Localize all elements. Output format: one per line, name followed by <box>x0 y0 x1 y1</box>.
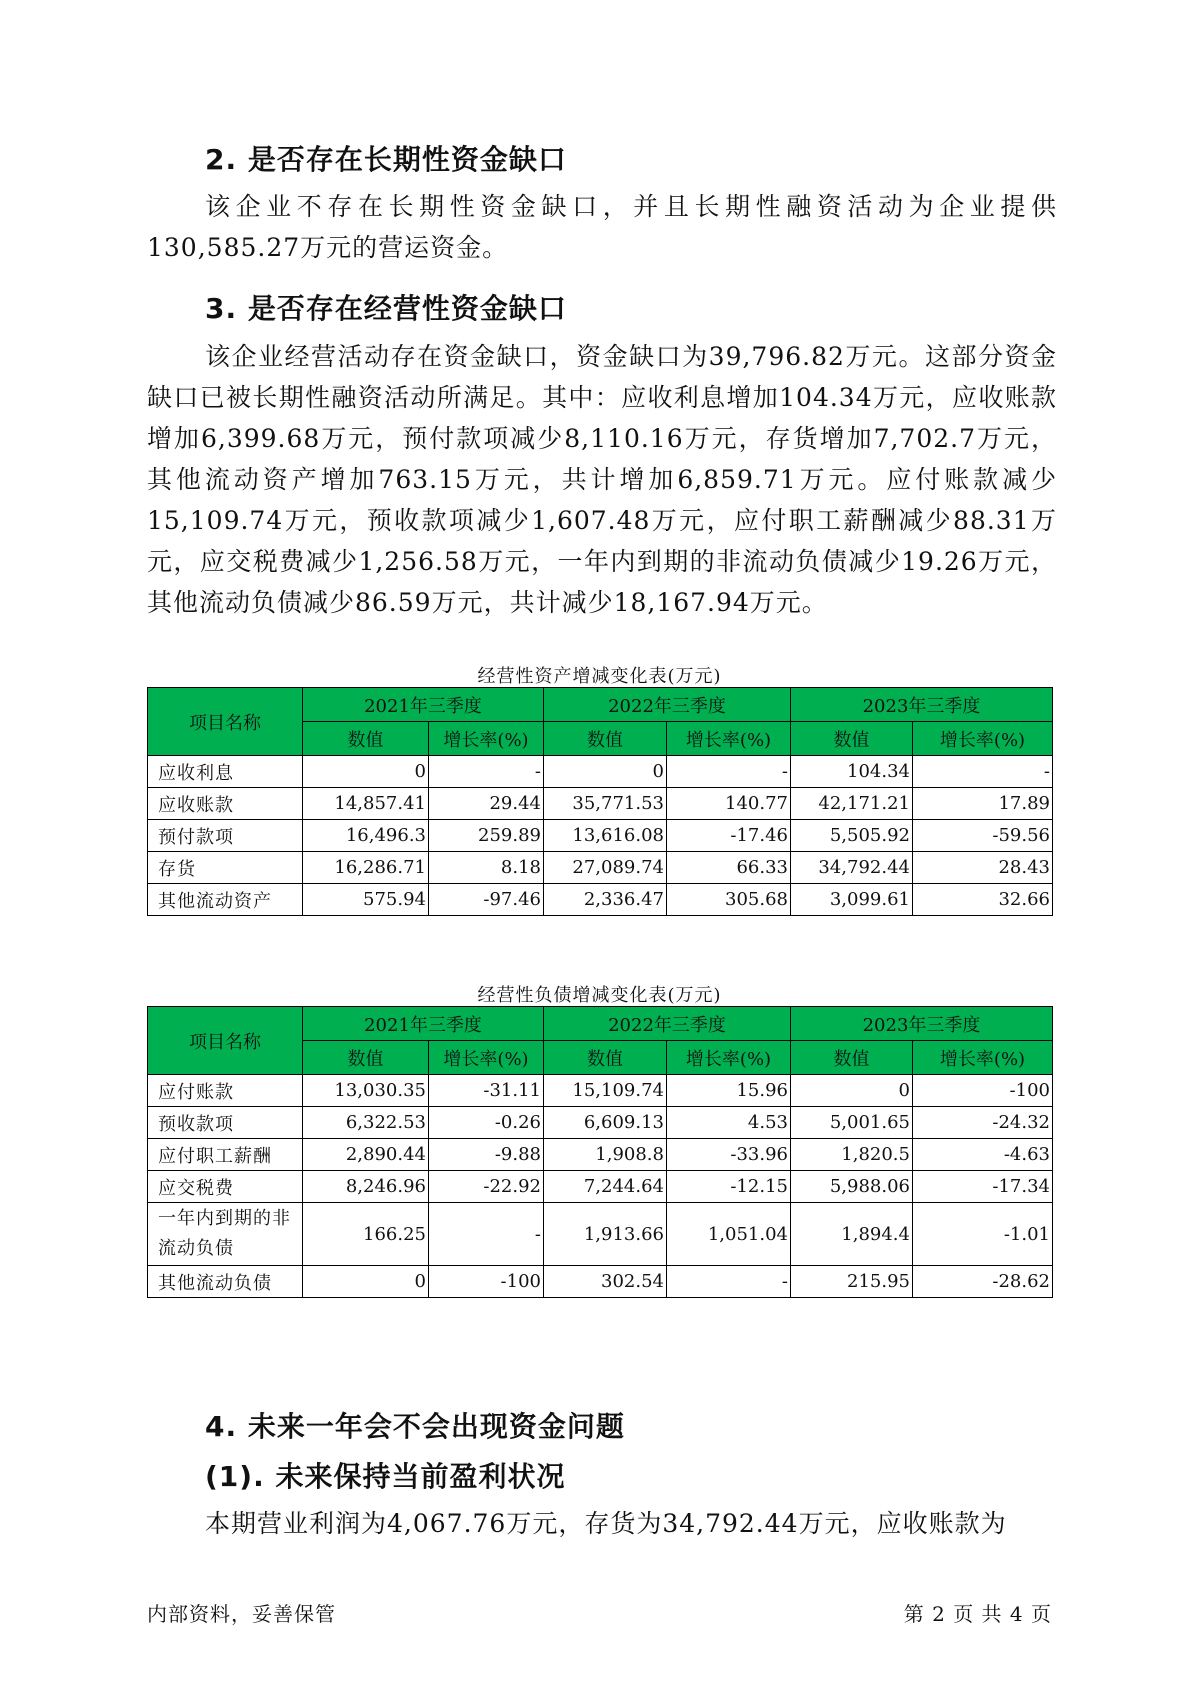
table-cell: 8,246.96 <box>303 1171 429 1203</box>
table-row <box>148 1203 1053 1266</box>
table-cell: 0 <box>303 1266 429 1298</box>
table-cell: 35,771.53 <box>544 788 667 820</box>
table-cell: -17.46 <box>667 820 791 852</box>
table-cell: -12.15 <box>667 1171 791 1203</box>
assets-table <box>147 687 1053 916</box>
table-cell: 6,322.53 <box>303 1107 429 1139</box>
table-cell: 66.33 <box>667 852 791 884</box>
table-cell: 5,988.06 <box>791 1171 913 1203</box>
row-label: 预付款项 <box>148 820 303 852</box>
table-cell: 6,609.13 <box>544 1107 667 1139</box>
table-row <box>148 756 1053 788</box>
table-cell: 4.53 <box>667 1107 791 1139</box>
table-cell: - <box>667 1266 791 1298</box>
table-cell: 259.89 <box>429 820 544 852</box>
table-cell: - <box>429 756 544 788</box>
table-row <box>148 884 1053 916</box>
row-label: 存货 <box>148 852 303 884</box>
footer-confidential-note: 内部资料，妥善保管 <box>147 1602 336 1626</box>
table-cell: 166.25 <box>303 1203 429 1266</box>
footer-page-number: 第 2 页 共 4 页 <box>903 1602 1052 1626</box>
table-cell: 42,171.21 <box>791 788 913 820</box>
section-4-1-body: 本期营业利润为4,067.76万元，存货为34,792.44万元，应收账款为 <box>205 1509 1007 1538</box>
table-cell: 0 <box>544 756 667 788</box>
table-cell: -59.56 <box>913 820 1053 852</box>
header-2023: 2023年三季度 <box>791 688 1053 722</box>
table-cell: -28.62 <box>913 1266 1053 1298</box>
header-growth: 增长率(%) <box>913 1041 1053 1075</box>
section-2-heading: 2. 是否存在长期性资金缺口 <box>205 143 567 176</box>
table-cell: -22.92 <box>429 1171 544 1203</box>
table-cell: 29.44 <box>429 788 544 820</box>
table-cell: 3,099.61 <box>791 884 913 916</box>
row-label: 其他流动负债 <box>148 1266 303 1298</box>
table-cell: 1,894.4 <box>791 1203 913 1266</box>
assets-table-caption: 经营性资产增减变化表(万元) <box>477 666 722 687</box>
row-label: 应付账款 <box>148 1075 303 1107</box>
table-cell: 2,890.44 <box>303 1139 429 1171</box>
table-cell: 27,089.74 <box>544 852 667 884</box>
table-cell: 1,051.04 <box>667 1203 791 1266</box>
table-cell: -1.01 <box>913 1203 1053 1266</box>
table-cell: 14,857.41 <box>303 788 429 820</box>
header-value: 数值 <box>544 1041 667 1075</box>
row-label: 应收账款 <box>148 788 303 820</box>
header-2023: 2023年三季度 <box>791 1007 1053 1041</box>
table-row <box>148 1107 1053 1139</box>
row-label: 应交税费 <box>148 1171 303 1203</box>
table-cell: -97.46 <box>429 884 544 916</box>
row-label: 应收利息 <box>148 756 303 788</box>
header-value: 数值 <box>303 1041 429 1075</box>
table-cell: 15,109.74 <box>544 1075 667 1107</box>
table-cell: -9.88 <box>429 1139 544 1171</box>
table-cell: -33.96 <box>667 1139 791 1171</box>
header-value: 数值 <box>791 1041 913 1075</box>
table-cell: 5,505.92 <box>791 820 913 852</box>
header-value: 数值 <box>303 722 429 756</box>
row-label: 其他流动资产 <box>148 884 303 916</box>
table-cell: -4.63 <box>913 1139 1053 1171</box>
table-row <box>148 1266 1053 1298</box>
table-cell: -100 <box>429 1266 544 1298</box>
row-label: 应付职工薪酬 <box>148 1139 303 1171</box>
section-4-1-heading: (1). 未来保持当前盈利状况 <box>205 1460 566 1493</box>
table-cell: 28.43 <box>913 852 1053 884</box>
table-cell: 0 <box>791 1075 913 1107</box>
table-cell: 215.95 <box>791 1266 913 1298</box>
header-value: 数值 <box>791 722 913 756</box>
table-cell: -0.26 <box>429 1107 544 1139</box>
table-cell: 0 <box>303 756 429 788</box>
liabilities-table <box>147 1006 1053 1298</box>
table-cell: 13,616.08 <box>544 820 667 852</box>
header-2021: 2021年三季度 <box>303 1007 544 1041</box>
header-2022: 2022年三季度 <box>544 1007 791 1041</box>
table-cell: -17.34 <box>913 1171 1053 1203</box>
header-2021: 2021年三季度 <box>303 688 544 722</box>
table-row <box>148 788 1053 820</box>
table-cell: - <box>913 756 1053 788</box>
table-row <box>148 1139 1053 1171</box>
table-cell: 1,820.5 <box>791 1139 913 1171</box>
table-cell: 2,336.47 <box>544 884 667 916</box>
table-cell: 305.68 <box>667 884 791 916</box>
header-growth: 增长率(%) <box>913 722 1053 756</box>
section-4-heading: 4. 未来一年会不会出现资金问题 <box>205 1410 625 1443</box>
row-label: 一年内到期的非流动负债 <box>148 1203 303 1266</box>
section-2-body: 该企业不存在长期性资金缺口，并且长期性融资活动为企业提供130,585.27万元的营运资金。 <box>147 192 1057 262</box>
table-cell: 7,244.64 <box>544 1171 667 1203</box>
table-row <box>148 820 1053 852</box>
header-growth: 增长率(%) <box>429 1041 544 1075</box>
table-row <box>148 1171 1053 1203</box>
table-cell: 8.18 <box>429 852 544 884</box>
table-cell: 1,908.8 <box>544 1139 667 1171</box>
header-2022: 2022年三季度 <box>544 688 791 722</box>
table-cell: 575.94 <box>303 884 429 916</box>
table-row <box>148 852 1053 884</box>
section-3-heading: 3. 是否存在经营性资金缺口 <box>205 292 567 325</box>
table-cell: 104.34 <box>791 756 913 788</box>
table-cell: 34,792.44 <box>791 852 913 884</box>
table-cell: 1,913.66 <box>544 1203 667 1266</box>
header-item-name: 项目名称 <box>148 1007 303 1075</box>
table-cell: 13,030.35 <box>303 1075 429 1107</box>
header-growth: 增长率(%) <box>429 722 544 756</box>
table-row <box>148 1075 1053 1107</box>
table-cell: 5,001.65 <box>791 1107 913 1139</box>
header-item-name: 项目名称 <box>148 688 303 756</box>
table-cell: 140.77 <box>667 788 791 820</box>
table-cell: - <box>667 756 791 788</box>
liabilities-table-caption: 经营性负债增减变化表(万元) <box>477 985 722 1006</box>
row-label: 预收款项 <box>148 1107 303 1139</box>
header-growth: 增长率(%) <box>667 722 791 756</box>
section-3-body: 该企业经营活动存在资金缺口，资金缺口为39,796.82万元。这部分资金缺口已被长期性融资活动所满足。其中：应收利息增加104.34万元，应收账款增加6,399.68万元，预付款项减少8,110.16万元，存货增加7,702.7万元，其他流动资产增加763.15万元，共计增加6,859.71万元。应付账款减少15,109.74万元，预收款项减少1,607.48万元，应付职工薪酬减少88.31万元，应交税费减少1,256.58万元，一年内到期的非流动负债减少19.26万元，其他流动负债减少86.59万元，共计减少18,167.94万元。 <box>147 342 1057 617</box>
table-cell: 16,286.71 <box>303 852 429 884</box>
table-cell: - <box>429 1203 544 1266</box>
table-cell: 32.66 <box>913 884 1053 916</box>
table-cell: 302.54 <box>544 1266 667 1298</box>
table-cell: 16,496.3 <box>303 820 429 852</box>
table-cell: -100 <box>913 1075 1053 1107</box>
table-cell: 15.96 <box>667 1075 791 1107</box>
table-cell: 17.89 <box>913 788 1053 820</box>
table-cell: -24.32 <box>913 1107 1053 1139</box>
table-cell: -31.11 <box>429 1075 544 1107</box>
header-growth: 增长率(%) <box>667 1041 791 1075</box>
header-value: 数值 <box>544 722 667 756</box>
